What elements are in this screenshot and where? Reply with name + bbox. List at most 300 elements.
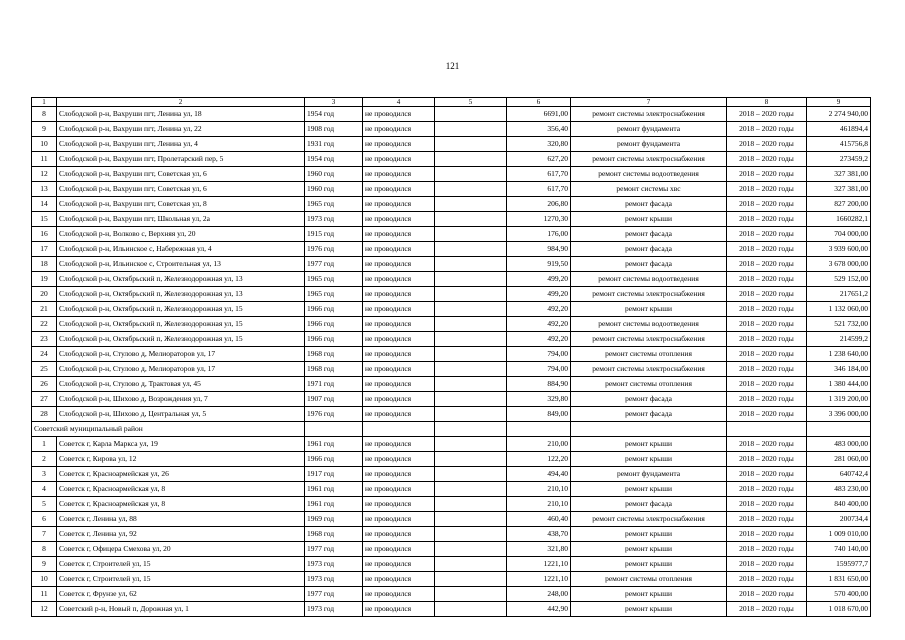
- last-repair-cell: не проводился: [363, 137, 435, 152]
- empty-cell: [435, 587, 507, 602]
- cost-cell: 461894,4: [807, 122, 871, 137]
- cost-cell: 214599,2: [807, 332, 871, 347]
- cost-cell: 200734,4: [807, 512, 871, 527]
- work-type-cell: ремонт системы электроснабжения: [571, 512, 727, 527]
- period-cell: 2018 – 2020 годы: [727, 572, 807, 587]
- empty-cell: [435, 557, 507, 572]
- address-cell: Советск г, Строителей ул, 15: [57, 572, 305, 587]
- construction-year-cell: 1976 год: [305, 242, 363, 257]
- cost-cell: 327 381,00: [807, 167, 871, 182]
- area-cell: 442,90: [507, 602, 571, 617]
- period-cell: 2018 – 2020 годы: [727, 362, 807, 377]
- construction-year-cell: 1907 год: [305, 392, 363, 407]
- work-type-cell: ремонт системы отопления: [571, 377, 727, 392]
- address-cell: Советск г, Красноармейская ул, 26: [57, 467, 305, 482]
- work-type-cell: ремонт системы электроснабжения: [571, 332, 727, 347]
- period-cell: 2018 – 2020 годы: [727, 242, 807, 257]
- construction-year-cell: 1931 год: [305, 137, 363, 152]
- construction-year-cell: 1915 год: [305, 227, 363, 242]
- period-cell: 2018 – 2020 годы: [727, 152, 807, 167]
- row-number: 9: [32, 557, 57, 572]
- period-cell: 2018 – 2020 годы: [727, 212, 807, 227]
- address-cell: Слободской р-н, Стулово д, Мелиораторов ул, 17: [57, 362, 305, 377]
- empty-cell: [435, 347, 507, 362]
- table-row: [32, 242, 871, 257]
- period-cell: 2018 – 2020 годы: [727, 542, 807, 557]
- row-number: 12: [32, 602, 57, 617]
- row-number: 16: [32, 227, 57, 242]
- cost-cell: 521 732,00: [807, 317, 871, 332]
- table-row: [32, 122, 871, 137]
- empty-cell: [727, 422, 807, 437]
- last-repair-cell: не проводился: [363, 122, 435, 137]
- construction-year-cell: 1966 год: [305, 317, 363, 332]
- cost-cell: 1 018 670,00: [807, 602, 871, 617]
- work-type-cell: ремонт крыши: [571, 437, 727, 452]
- empty-cell: [435, 182, 507, 197]
- construction-year-cell: 1960 год: [305, 167, 363, 182]
- repair-register-table: [31, 97, 871, 617]
- area-cell: 849,00: [507, 407, 571, 422]
- cost-cell: 346 184,00: [807, 362, 871, 377]
- empty-cell: [435, 122, 507, 137]
- table-row: [32, 482, 871, 497]
- address-cell: Советск г, Фрунзе ул, 62: [57, 587, 305, 602]
- table-row: [32, 437, 871, 452]
- work-type-cell: ремонт крыши: [571, 602, 727, 617]
- area-cell: 794,00: [507, 347, 571, 362]
- empty-cell: [435, 542, 507, 557]
- construction-year-cell: 1966 год: [305, 302, 363, 317]
- work-type-cell: ремонт системы водоотведения: [571, 317, 727, 332]
- empty-cell: [507, 422, 571, 437]
- construction-year-cell: 1960 год: [305, 182, 363, 197]
- area-cell: 794,00: [507, 362, 571, 377]
- construction-year-cell: 1973 год: [305, 212, 363, 227]
- period-cell: 2018 – 2020 годы: [727, 182, 807, 197]
- table-row: [32, 137, 871, 152]
- address-cell: Слободской р-н, Вахруши пгт, Пролетарский пер, 5: [57, 152, 305, 167]
- construction-year-cell: 1977 год: [305, 587, 363, 602]
- period-cell: 2018 – 2020 годы: [727, 587, 807, 602]
- row-number: 9: [32, 122, 57, 137]
- period-cell: 2018 – 2020 годы: [727, 452, 807, 467]
- row-number: 19: [32, 272, 57, 287]
- last-repair-cell: не проводился: [363, 392, 435, 407]
- table-row: [32, 272, 871, 287]
- area-cell: 210,10: [507, 482, 571, 497]
- address-cell: Слободской р-н, Октябрьский п, Железнодорожная ул, 15: [57, 302, 305, 317]
- cost-cell: 3 939 600,00: [807, 242, 871, 257]
- construction-year-cell: 1961 год: [305, 437, 363, 452]
- cost-cell: 483 000,00: [807, 437, 871, 452]
- work-type-cell: ремонт системы водоотведения: [571, 167, 727, 182]
- cost-cell: 1 238 640,00: [807, 347, 871, 362]
- empty-cell: [435, 377, 507, 392]
- period-cell: 2018 – 2020 годы: [727, 377, 807, 392]
- row-number: 23: [32, 332, 57, 347]
- period-cell: 2018 – 2020 годы: [727, 557, 807, 572]
- section-title: Советский муниципальный район: [32, 422, 305, 437]
- page-number: 121: [445, 61, 460, 71]
- last-repair-cell: не проводился: [363, 242, 435, 257]
- table-row: [32, 167, 871, 182]
- empty-cell: [435, 287, 507, 302]
- work-type-cell: ремонт фасада: [571, 227, 727, 242]
- row-number: 8: [32, 542, 57, 557]
- last-repair-cell: не проводился: [363, 377, 435, 392]
- cost-cell: 1 009 010,00: [807, 527, 871, 542]
- last-repair-cell: не проводился: [363, 542, 435, 557]
- row-number: 17: [32, 242, 57, 257]
- period-cell: 2018 – 2020 годы: [727, 512, 807, 527]
- construction-year-cell: 1969 год: [305, 512, 363, 527]
- area-cell: 210,10: [507, 497, 571, 512]
- work-type-cell: ремонт системы водоотведения: [571, 272, 727, 287]
- area-cell: 1270,30: [507, 212, 571, 227]
- area-cell: 492,20: [507, 332, 571, 347]
- column-number: 7: [571, 98, 727, 107]
- area-cell: 321,80: [507, 542, 571, 557]
- area-cell: 492,20: [507, 302, 571, 317]
- construction-year-cell: 1966 год: [305, 452, 363, 467]
- construction-year-cell: 1908 год: [305, 122, 363, 137]
- table-row: [32, 587, 871, 602]
- empty-cell: [435, 422, 507, 437]
- cost-cell: 1595977,7: [807, 557, 871, 572]
- table-row: [32, 362, 871, 377]
- cost-cell: 740 140,00: [807, 542, 871, 557]
- table-row: [32, 527, 871, 542]
- area-cell: 617,70: [507, 167, 571, 182]
- address-cell: Слободской р-н, Волково с, Верхняя ул, 20: [57, 227, 305, 242]
- address-cell: Слободской р-н, Октябрьский п, Железнодорожная ул, 13: [57, 287, 305, 302]
- cost-cell: 840 400,00: [807, 497, 871, 512]
- address-cell: Советск г, Красноармейская ул, 8: [57, 482, 305, 497]
- empty-cell: [435, 392, 507, 407]
- period-cell: 2018 – 2020 годы: [727, 317, 807, 332]
- table-row: [32, 407, 871, 422]
- work-type-cell: ремонт системы отопления: [571, 347, 727, 362]
- cost-cell: 327 381,00: [807, 182, 871, 197]
- work-type-cell: ремонт фасада: [571, 242, 727, 257]
- period-cell: 2018 – 2020 годы: [727, 482, 807, 497]
- period-cell: 2018 – 2020 годы: [727, 467, 807, 482]
- row-number: 24: [32, 347, 57, 362]
- last-repair-cell: не проводился: [363, 347, 435, 362]
- period-cell: 2018 – 2020 годы: [727, 407, 807, 422]
- construction-year-cell: 1977 год: [305, 542, 363, 557]
- construction-year-cell: 1954 год: [305, 107, 363, 122]
- column-number: 8: [727, 98, 807, 107]
- table-row: [32, 452, 871, 467]
- last-repair-cell: не проводился: [363, 362, 435, 377]
- last-repair-cell: не проводился: [363, 557, 435, 572]
- last-repair-cell: не проводился: [363, 572, 435, 587]
- construction-year-cell: 1968 год: [305, 362, 363, 377]
- cost-cell: 704 000,00: [807, 227, 871, 242]
- address-cell: Советск г, Кирова ул, 12: [57, 452, 305, 467]
- construction-year-cell: 1965 год: [305, 287, 363, 302]
- address-cell: Советск г, Строителей ул, 15: [57, 557, 305, 572]
- work-type-cell: ремонт крыши: [571, 452, 727, 467]
- cost-cell: 2 274 940,00: [807, 107, 871, 122]
- construction-year-cell: 1961 год: [305, 497, 363, 512]
- area-cell: 176,00: [507, 227, 571, 242]
- construction-year-cell: 1968 год: [305, 347, 363, 362]
- table-row: [32, 497, 871, 512]
- cost-cell: 3 678 000,00: [807, 257, 871, 272]
- work-type-cell: ремонт фундамента: [571, 137, 727, 152]
- work-type-cell: ремонт крыши: [571, 527, 727, 542]
- empty-cell: [435, 407, 507, 422]
- empty-cell: [435, 227, 507, 242]
- row-number: 6: [32, 512, 57, 527]
- empty-cell: [435, 137, 507, 152]
- address-cell: Слободской р-н, Стулово д, Трактовая ул, 45: [57, 377, 305, 392]
- table-row: [32, 602, 871, 617]
- last-repair-cell: не проводился: [363, 212, 435, 227]
- row-number: 3: [32, 467, 57, 482]
- column-number: 6: [507, 98, 571, 107]
- last-repair-cell: не проводился: [363, 107, 435, 122]
- column-number: 9: [807, 98, 871, 107]
- cost-cell: 827 200,00: [807, 197, 871, 212]
- address-cell: Слободской р-н, Вахруши пгт, Советская ул, 6: [57, 167, 305, 182]
- address-cell: Слободской р-н, Ильинское с, Набережная ул, 4: [57, 242, 305, 257]
- last-repair-cell: не проводился: [363, 257, 435, 272]
- address-cell: Слободской р-н, Вахруши пгт, Ленина ул, 18: [57, 107, 305, 122]
- table-row: [32, 182, 871, 197]
- cost-cell: 529 152,00: [807, 272, 871, 287]
- column-number: 5: [435, 98, 507, 107]
- construction-year-cell: 1965 год: [305, 272, 363, 287]
- area-cell: 356,40: [507, 122, 571, 137]
- cost-cell: 281 060,00: [807, 452, 871, 467]
- empty-cell: [435, 437, 507, 452]
- area-cell: 438,70: [507, 527, 571, 542]
- empty-cell: [435, 332, 507, 347]
- row-number: 20: [32, 287, 57, 302]
- cost-cell: 483 230,00: [807, 482, 871, 497]
- last-repair-cell: не проводился: [363, 587, 435, 602]
- work-type-cell: ремонт крыши: [571, 542, 727, 557]
- row-number: 5: [32, 497, 57, 512]
- period-cell: 2018 – 2020 годы: [727, 137, 807, 152]
- empty-cell: [435, 167, 507, 182]
- area-cell: 460,40: [507, 512, 571, 527]
- last-repair-cell: не проводился: [363, 182, 435, 197]
- work-type-cell: ремонт системы хвс: [571, 182, 727, 197]
- work-type-cell: ремонт крыши: [571, 557, 727, 572]
- period-cell: 2018 – 2020 годы: [727, 302, 807, 317]
- table-row: [32, 332, 871, 347]
- row-number: 2: [32, 452, 57, 467]
- empty-cell: [435, 107, 507, 122]
- period-cell: 2018 – 2020 годы: [727, 437, 807, 452]
- empty-cell: [305, 422, 363, 437]
- last-repair-cell: не проводился: [363, 467, 435, 482]
- cost-cell: 1660282,1: [807, 212, 871, 227]
- construction-year-cell: 1917 год: [305, 467, 363, 482]
- period-cell: 2018 – 2020 годы: [727, 527, 807, 542]
- last-repair-cell: не проводился: [363, 167, 435, 182]
- table-row: [32, 512, 871, 527]
- row-number: 10: [32, 572, 57, 587]
- column-number: 4: [363, 98, 435, 107]
- table-row: [32, 287, 871, 302]
- last-repair-cell: не проводился: [363, 197, 435, 212]
- period-cell: 2018 – 2020 годы: [727, 497, 807, 512]
- section-header-row: [32, 422, 871, 437]
- table-row: [32, 467, 871, 482]
- period-cell: 2018 – 2020 годы: [727, 332, 807, 347]
- row-number: 4: [32, 482, 57, 497]
- work-type-cell: ремонт фасада: [571, 497, 727, 512]
- work-type-cell: ремонт системы электроснабжения: [571, 152, 727, 167]
- last-repair-cell: не проводился: [363, 407, 435, 422]
- address-cell: Советск г, Карла Маркса ул, 19: [57, 437, 305, 452]
- address-cell: Слободской р-н, Стулово д, Мелиораторов ул, 17: [57, 347, 305, 362]
- empty-cell: [571, 422, 727, 437]
- work-type-cell: ремонт фундамента: [571, 467, 727, 482]
- row-number: 26: [32, 377, 57, 392]
- last-repair-cell: не проводился: [363, 287, 435, 302]
- table-row: [32, 377, 871, 392]
- last-repair-cell: не проводился: [363, 317, 435, 332]
- address-cell: Слободской р-н, Вахруши пгт, Школьная ул, 2а: [57, 212, 305, 227]
- empty-cell: [435, 212, 507, 227]
- work-type-cell: ремонт системы электроснабжения: [571, 107, 727, 122]
- last-repair-cell: не проводился: [363, 227, 435, 242]
- construction-year-cell: 1976 год: [305, 407, 363, 422]
- empty-cell: [435, 152, 507, 167]
- construction-year-cell: 1961 год: [305, 482, 363, 497]
- row-number: 21: [32, 302, 57, 317]
- work-type-cell: ремонт фасада: [571, 407, 727, 422]
- area-cell: 122,20: [507, 452, 571, 467]
- row-number: 15: [32, 212, 57, 227]
- table-row: [32, 542, 871, 557]
- address-cell: Слободской р-н, Вахруши пгт, Ленина ул, 4: [57, 137, 305, 152]
- period-cell: 2018 – 2020 годы: [727, 347, 807, 362]
- row-number: 13: [32, 182, 57, 197]
- column-number: 1: [32, 98, 57, 107]
- cost-cell: 1 132 060,00: [807, 302, 871, 317]
- area-cell: 6691,00: [507, 107, 571, 122]
- empty-cell: [435, 452, 507, 467]
- empty-cell: [435, 512, 507, 527]
- area-cell: 1221,10: [507, 572, 571, 587]
- empty-cell: [435, 362, 507, 377]
- address-cell: Слободской р-н, Шихово д, Возрождения ул, 7: [57, 392, 305, 407]
- row-number: 11: [32, 152, 57, 167]
- address-cell: Слободской р-н, Вахруши пгт, Ленина ул, 22: [57, 122, 305, 137]
- work-type-cell: ремонт фасада: [571, 257, 727, 272]
- construction-year-cell: 1968 год: [305, 527, 363, 542]
- period-cell: 2018 – 2020 годы: [727, 602, 807, 617]
- construction-year-cell: 1971 год: [305, 377, 363, 392]
- area-cell: 919,50: [507, 257, 571, 272]
- area-cell: 617,70: [507, 182, 571, 197]
- last-repair-cell: не проводился: [363, 602, 435, 617]
- area-cell: 329,80: [507, 392, 571, 407]
- work-type-cell: ремонт крыши: [571, 482, 727, 497]
- last-repair-cell: не проводился: [363, 152, 435, 167]
- last-repair-cell: не проводился: [363, 302, 435, 317]
- area-cell: 320,80: [507, 137, 571, 152]
- work-type-cell: ремонт крыши: [571, 212, 727, 227]
- column-number: 3: [305, 98, 363, 107]
- table-row: [32, 227, 871, 242]
- period-cell: 2018 – 2020 годы: [727, 287, 807, 302]
- empty-cell: [435, 257, 507, 272]
- area-cell: 984,90: [507, 242, 571, 257]
- empty-cell: [435, 242, 507, 257]
- address-cell: Слободской р-н, Вахруши пгт, Советская ул, 6: [57, 182, 305, 197]
- column-number: 2: [57, 98, 305, 107]
- row-number: 12: [32, 167, 57, 182]
- empty-cell: [435, 317, 507, 332]
- cost-cell: 273459,2: [807, 152, 871, 167]
- work-type-cell: ремонт системы отопления: [571, 572, 727, 587]
- row-number: 11: [32, 587, 57, 602]
- address-cell: Слободской р-н, Октябрьский п, Железнодорожная ул, 13: [57, 272, 305, 287]
- row-number: 1: [32, 437, 57, 452]
- table-row: [32, 557, 871, 572]
- empty-cell: [435, 527, 507, 542]
- period-cell: 2018 – 2020 годы: [727, 392, 807, 407]
- construction-year-cell: 1966 год: [305, 332, 363, 347]
- work-type-cell: ремонт фасада: [571, 392, 727, 407]
- area-cell: 492,20: [507, 317, 571, 332]
- table-row: [32, 302, 871, 317]
- cost-cell: 640742,4: [807, 467, 871, 482]
- last-repair-cell: не проводился: [363, 332, 435, 347]
- period-cell: 2018 – 2020 годы: [727, 167, 807, 182]
- table-row: [32, 392, 871, 407]
- table-row: [32, 317, 871, 332]
- area-cell: 206,80: [507, 197, 571, 212]
- address-cell: Слободской р-н, Ильинское с, Строительная ул, 13: [57, 257, 305, 272]
- work-type-cell: ремонт системы электроснабжения: [571, 362, 727, 377]
- table-row: [32, 257, 871, 272]
- work-type-cell: ремонт фасада: [571, 197, 727, 212]
- period-cell: 2018 – 2020 годы: [727, 227, 807, 242]
- last-repair-cell: не проводился: [363, 512, 435, 527]
- row-number: 14: [32, 197, 57, 212]
- last-repair-cell: не проводился: [363, 272, 435, 287]
- cost-cell: 415756,8: [807, 137, 871, 152]
- table-row: [32, 347, 871, 362]
- construction-year-cell: 1973 год: [305, 602, 363, 617]
- area-cell: 210,00: [507, 437, 571, 452]
- area-cell: 248,00: [507, 587, 571, 602]
- empty-cell: [363, 422, 435, 437]
- row-number: 7: [32, 527, 57, 542]
- last-repair-cell: не проводился: [363, 482, 435, 497]
- address-cell: Слободской р-н, Шихово д, Центральная ул, 5: [57, 407, 305, 422]
- empty-cell: [435, 602, 507, 617]
- empty-cell: [435, 572, 507, 587]
- row-number: 18: [32, 257, 57, 272]
- table-row: [32, 107, 871, 122]
- table-body: [32, 98, 871, 617]
- area-cell: 499,20: [507, 287, 571, 302]
- cost-cell: 3 396 000,00: [807, 407, 871, 422]
- table-row: [32, 212, 871, 227]
- last-repair-cell: не проводился: [363, 452, 435, 467]
